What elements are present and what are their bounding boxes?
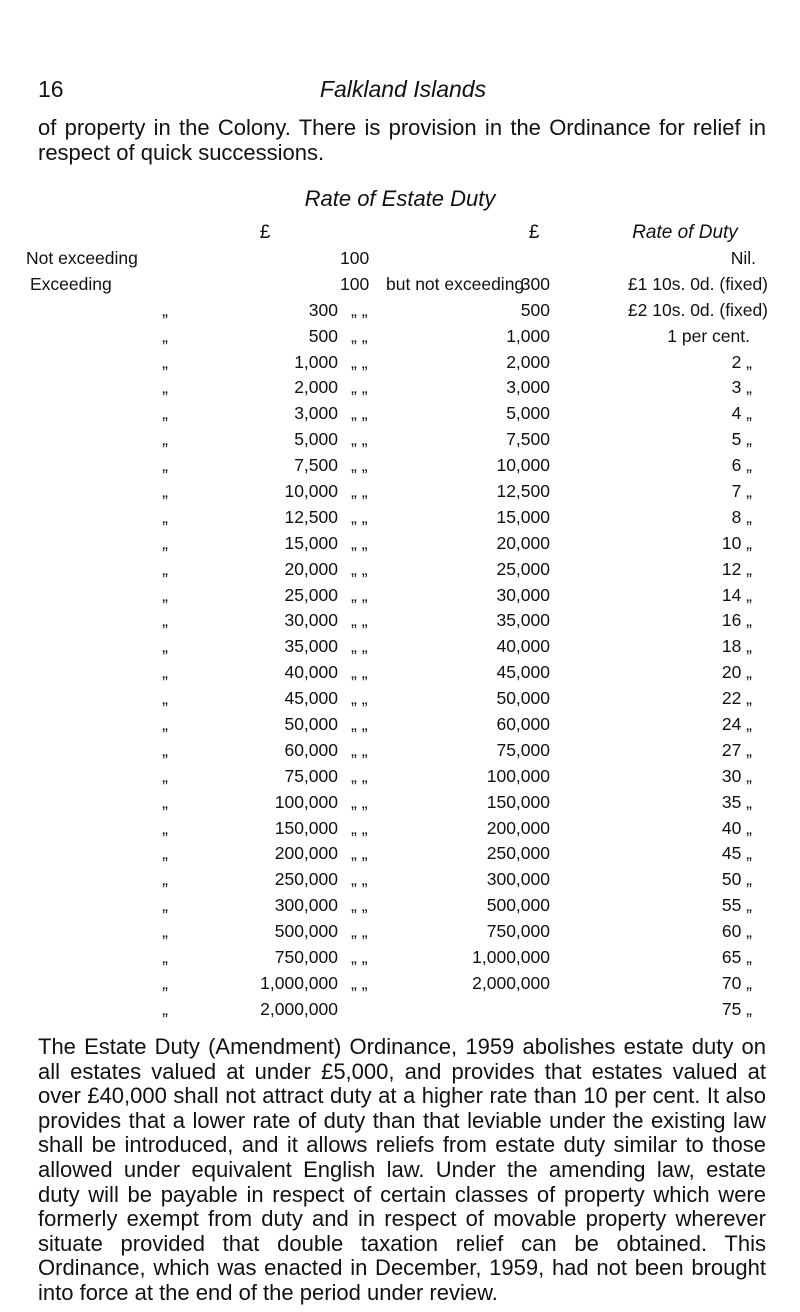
- row-rate: 7 „: [731, 481, 752, 502]
- row-from-amount: 150,000: [274, 817, 338, 838]
- row-qualifier: „ „: [351, 481, 368, 502]
- row-rate: 22 „: [721, 688, 752, 709]
- row-qualifier: „ „: [351, 403, 368, 424]
- row-qualifier: „ „: [351, 377, 368, 398]
- row-rate: 3 „: [731, 377, 752, 398]
- row-label: „: [162, 921, 168, 942]
- row-rate: 60 „: [721, 921, 752, 942]
- row-from-amount: 750,000: [274, 947, 338, 968]
- table-row: [0, 634, 800, 660]
- row-to-amount: 40,000: [496, 636, 550, 657]
- row-to-amount: 750,000: [486, 921, 550, 942]
- row-from-amount: 30,000: [284, 610, 338, 631]
- row-qualifier: „ „: [351, 584, 368, 605]
- row-from-amount: 300: [308, 299, 338, 320]
- table-row: [0, 583, 800, 609]
- row-label: „: [162, 739, 168, 760]
- row-label: „: [162, 869, 168, 890]
- row-from-amount: 40,000: [284, 662, 338, 683]
- row-rate: 5 „: [731, 429, 752, 450]
- table-row: [0, 324, 800, 350]
- row-rate: 75 „: [721, 998, 752, 1019]
- currency-header-to: £: [528, 222, 540, 243]
- row-from-amount: 300,000: [274, 895, 338, 916]
- table-row: [0, 919, 800, 945]
- row-rate: 30 „: [721, 765, 752, 786]
- table-header: [0, 222, 800, 246]
- row-from-amount: 25,000: [284, 584, 338, 605]
- row-from-amount: 15,000: [284, 532, 338, 553]
- row-label: „: [162, 299, 168, 320]
- table-row: [0, 531, 800, 557]
- row-qualifier: „ „: [351, 558, 368, 579]
- rate-header: Rate of Duty: [632, 222, 738, 243]
- row-to-amount: 500: [520, 299, 550, 320]
- row-rate: £2 10s. 0d. (fixed): [627, 299, 768, 320]
- row-to-amount: 200,000: [486, 817, 550, 838]
- row-label: „: [162, 636, 168, 657]
- row-qualifier: „ „: [351, 610, 368, 631]
- row-from-amount: 75,000: [284, 765, 338, 786]
- row-rate: 6 „: [731, 455, 752, 476]
- row-label: „: [162, 662, 168, 683]
- table-row: [0, 479, 800, 505]
- row-qualifier: „ „: [351, 895, 368, 916]
- paragraph-bottom: The Estate Duty (Amendment) Ordinance, 1959 abolishes estate duty on all estates valued at under £5,000, and provides that estates valued at over £40,000 shall not attract duty at a higher rate than 10 per cent. It also provides that a lower rate of duty than that leviable under the existing law shall be introduced, and it allows reliefs from estate duty similar to those allowed under equivalent English law. Under the amending law, estate duty will be payable in respect of certain classes of property which were formerly exempt from duty and in respect of movable property wherever situate provided that double taxation relief can be obtained. This Ordinance, which was enacted in December, 1959, had not been brought into force at the end of the period under review.: [38, 1034, 766, 1305]
- row-label: „: [162, 714, 168, 735]
- row-from-amount: 1,000,000: [260, 972, 338, 993]
- row-qualifier: „ „: [351, 636, 368, 657]
- row-label: „: [162, 688, 168, 709]
- table-row: [0, 816, 800, 842]
- row-from-amount: 10,000: [284, 481, 338, 502]
- row-qualifier: „ „: [351, 506, 368, 527]
- row-to-amount: 300: [520, 273, 550, 294]
- row-to-amount: 1,000: [506, 325, 550, 346]
- row-qualifier: „ „: [351, 972, 368, 993]
- table-row: [0, 686, 800, 712]
- table-row: [0, 997, 800, 1023]
- row-to-amount: 1,000,000: [472, 947, 550, 968]
- row-rate: 24 „: [721, 714, 752, 735]
- row-label: „: [162, 455, 168, 476]
- row-to-amount: 60,000: [496, 714, 550, 735]
- table-row: [0, 712, 800, 738]
- row-from-amount: 7,500: [294, 455, 338, 476]
- row-to-amount: 2,000: [506, 351, 550, 372]
- table-row: [0, 557, 800, 583]
- table-row: [0, 505, 800, 531]
- table-row: [0, 841, 800, 867]
- running-title: Falkland Islands: [319, 76, 487, 102]
- row-qualifier: „ „: [351, 662, 368, 683]
- row-label: „: [162, 429, 168, 450]
- row-from-amount: 100: [340, 273, 370, 294]
- table-row: [0, 375, 800, 401]
- row-rate: 27 „: [721, 739, 752, 760]
- row-from-amount: 12,500: [284, 506, 338, 527]
- row-label: „: [162, 558, 168, 579]
- row-qualifier: „ „: [351, 739, 368, 760]
- row-rate: 20 „: [721, 662, 752, 683]
- row-from-amount: 100: [340, 248, 370, 268]
- row-label: „: [162, 791, 168, 812]
- page-number: 16: [38, 76, 64, 102]
- row-label: „: [162, 377, 168, 398]
- row-rate: 65 „: [721, 947, 752, 968]
- table-title: Rate of Estate Duty: [304, 186, 496, 211]
- row-label: „: [162, 843, 168, 864]
- row-from-amount: 50,000: [284, 714, 338, 735]
- row-qualifier: „ „: [351, 299, 368, 320]
- page-header: [38, 76, 768, 104]
- row-from-amount: 1,000: [294, 351, 338, 372]
- row-label: „: [162, 532, 168, 553]
- row-label: „: [162, 584, 168, 605]
- row-to-amount: 500,000: [486, 895, 550, 916]
- row-qualifier: „ „: [351, 688, 368, 709]
- row-label: „: [162, 972, 168, 993]
- row-qualifier: but not exceeding: [386, 273, 525, 294]
- row-from-amount: 500,000: [274, 921, 338, 942]
- row-rate: 18 „: [721, 636, 752, 657]
- table-row: [0, 867, 800, 893]
- row-rate: 16 „: [721, 610, 752, 631]
- row-rate: Nil.: [730, 248, 756, 268]
- table-row: [0, 893, 800, 919]
- row-label: „: [162, 610, 168, 631]
- row-rate: 1 per cent.: [667, 325, 750, 346]
- table-row: [0, 298, 800, 324]
- row-label: „: [162, 765, 168, 786]
- row-from-amount: 100,000: [274, 791, 338, 812]
- row-from-amount: 200,000: [274, 843, 338, 864]
- row-qualifier: „ „: [351, 532, 368, 553]
- row-label: Exceeding: [30, 273, 112, 294]
- row-label: „: [162, 506, 168, 527]
- table-row: [0, 790, 800, 816]
- row-from-amount: 2,000: [294, 377, 338, 398]
- row-rate: £1 10s. 0d. (fixed): [627, 273, 768, 294]
- row-qualifier: „ „: [351, 843, 368, 864]
- table-row: [0, 738, 800, 764]
- row-to-amount: 150,000: [486, 791, 550, 812]
- row-label: Not exceeding: [26, 248, 138, 268]
- row-qualifier: „ „: [351, 714, 368, 735]
- row-to-amount: 12,500: [496, 481, 550, 502]
- row-qualifier: „ „: [351, 817, 368, 838]
- row-label: „: [162, 481, 168, 502]
- row-qualifier: „ „: [351, 791, 368, 812]
- row-to-amount: 35,000: [496, 610, 550, 631]
- table-row: [0, 764, 800, 790]
- row-rate: 35 „: [721, 791, 752, 812]
- row-qualifier: „ „: [351, 869, 368, 890]
- row-to-amount: 3,000: [506, 377, 550, 398]
- table-row: [0, 401, 800, 427]
- row-rate: 40 „: [721, 817, 752, 838]
- row-qualifier: „ „: [351, 455, 368, 476]
- table-row: [0, 246, 800, 272]
- row-rate: 10 „: [721, 532, 752, 553]
- row-qualifier: „ „: [351, 351, 368, 372]
- row-to-amount: 30,000: [496, 584, 550, 605]
- row-to-amount: 50,000: [496, 688, 550, 709]
- row-label: „: [162, 895, 168, 916]
- row-from-amount: 2,000,000: [260, 998, 338, 1019]
- row-rate: 50 „: [721, 869, 752, 890]
- row-from-amount: 5,000: [294, 429, 338, 450]
- row-rate: 45 „: [721, 843, 752, 864]
- row-rate: 2 „: [731, 351, 752, 372]
- row-qualifier: „ „: [351, 429, 368, 450]
- row-rate: 8 „: [731, 506, 752, 527]
- row-from-amount: 60,000: [284, 739, 338, 760]
- row-to-amount: 300,000: [486, 869, 550, 890]
- row-to-amount: 5,000: [506, 403, 550, 424]
- row-qualifier: „ „: [351, 325, 368, 346]
- row-to-amount: 45,000: [496, 662, 550, 683]
- row-from-amount: 20,000: [284, 558, 338, 579]
- row-to-amount: 10,000: [496, 455, 550, 476]
- table-row: [0, 945, 800, 971]
- row-label: „: [162, 817, 168, 838]
- row-to-amount: 7,500: [506, 429, 550, 450]
- row-qualifier: „ „: [351, 947, 368, 968]
- table-row: [0, 453, 800, 479]
- row-label: „: [162, 351, 168, 372]
- row-rate: 12 „: [721, 558, 752, 579]
- row-label: „: [162, 325, 168, 346]
- row-to-amount: 250,000: [486, 843, 550, 864]
- row-label: „: [162, 403, 168, 424]
- row-to-amount: 100,000: [486, 765, 550, 786]
- paragraph-top: of property in the Colony. There is provision in the Ordinance for relief in respect of quick successions.: [38, 115, 766, 165]
- table-row: [0, 660, 800, 686]
- row-rate: 4 „: [731, 403, 752, 424]
- row-rate: 14 „: [721, 584, 752, 605]
- row-to-amount: 15,000: [496, 506, 550, 527]
- duty-table: [0, 246, 800, 1023]
- table-row: [0, 427, 800, 453]
- row-to-amount: 2,000,000: [472, 972, 550, 993]
- row-to-amount: 20,000: [496, 532, 550, 553]
- row-to-amount: 25,000: [496, 558, 550, 579]
- table-row: [0, 971, 800, 997]
- row-from-amount: 35,000: [284, 636, 338, 657]
- row-rate: 55 „: [721, 895, 752, 916]
- row-rate: 70 „: [721, 972, 752, 993]
- table-row: [0, 350, 800, 376]
- currency-header-from: £: [259, 222, 271, 243]
- row-to-amount: 75,000: [496, 739, 550, 760]
- row-from-amount: 3,000: [294, 403, 338, 424]
- row-qualifier: „ „: [351, 765, 368, 786]
- row-from-amount: 250,000: [274, 869, 338, 890]
- table-row: [0, 272, 800, 298]
- table-row: [0, 608, 800, 634]
- row-label: „: [162, 947, 168, 968]
- row-qualifier: „ „: [351, 921, 368, 942]
- row-label: „: [162, 998, 168, 1019]
- row-from-amount: 500: [308, 325, 338, 346]
- row-from-amount: 45,000: [284, 688, 338, 709]
